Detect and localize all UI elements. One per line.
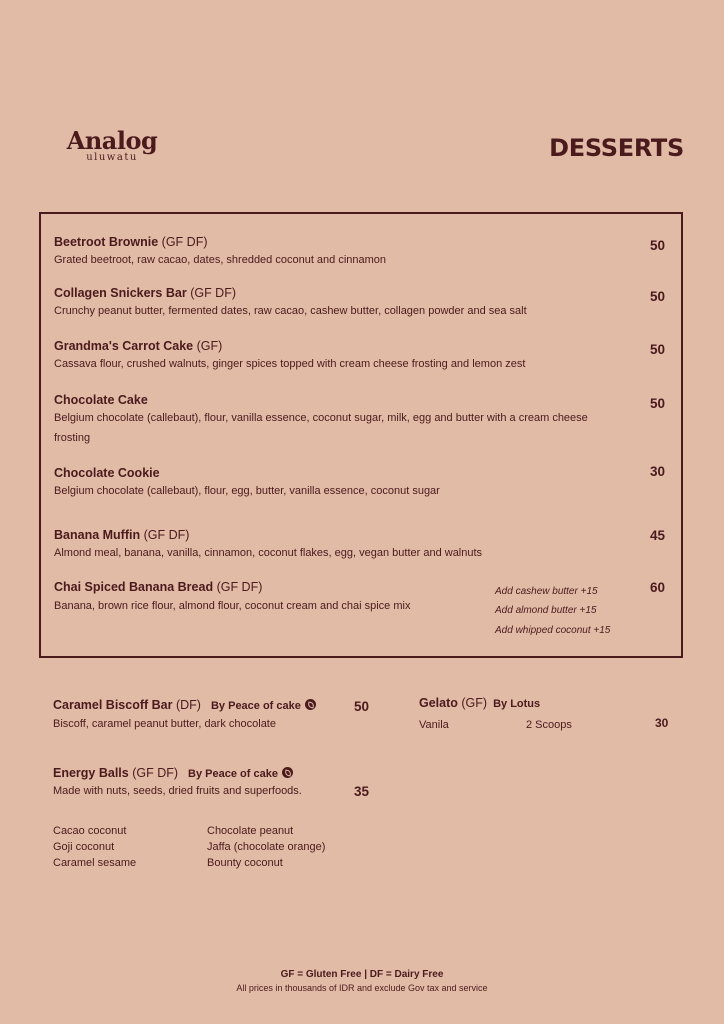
addon-option: Add whipped coconut +15	[495, 625, 611, 636]
item-tags: (GF)	[196, 339, 223, 353]
footer-legend: GF = Gluten Free | DF = Dairy Free	[280, 969, 444, 980]
item-byline: By Peace of cake	[210, 700, 301, 712]
item-title: Caramel Biscoff Bar	[53, 698, 173, 712]
item-description: Banana, brown rice flour, almond flour, coconut cream and chai spice mix	[54, 600, 411, 612]
item-price: 50	[650, 238, 666, 253]
item-title: Grandma's Carrot Cake	[54, 339, 194, 353]
item-price: 50	[650, 342, 666, 357]
energy-balls-name	[53, 765, 293, 782]
item-price: 35	[354, 784, 370, 799]
gelato-name	[419, 695, 540, 712]
item-description: Biscoff, caramel peanut butter, dark chocolate	[53, 718, 276, 730]
item-tags: (GF DF)	[161, 235, 208, 249]
item-description: Belgium chocolate (callebaut), flour, vanilla essence, coconut sugar, milk, egg and butter with a cream cheese frosting	[54, 412, 588, 444]
item-name	[54, 392, 148, 408]
energy-flavor: Cacao coconut	[53, 825, 127, 837]
item-name	[54, 285, 236, 301]
item-title: Chocolate Cookie	[54, 466, 160, 480]
item-description: Cassava flour, crushed walnuts, ginger spices topped with cream cheese frosting and lemon zest	[54, 358, 526, 370]
brand-location: uluwatu	[86, 152, 138, 163]
item-tags: (GF DF)	[190, 286, 237, 300]
gelato-size: 2 Scoops	[526, 719, 572, 731]
item-tags: (GF DF)	[132, 766, 179, 780]
page-title: DESSERTS	[549, 134, 684, 162]
energy-flavor: Bounty coconut	[207, 857, 283, 869]
item-tags: (GF)	[461, 696, 488, 710]
item-price: 45	[650, 528, 666, 543]
addon-option: Add cashew butter +15	[495, 586, 598, 597]
leaf-icon	[305, 699, 316, 710]
item-description: Almond meal, banana, vanilla, cinnamon, coconut flakes, egg, vegan butter and walnuts	[54, 547, 483, 559]
item-description: Made with nuts, seeds, dried fruits and superfoods.	[53, 785, 302, 797]
item-title: Chai Spiced Banana Bread	[54, 580, 214, 594]
item-name	[54, 465, 160, 481]
item-price: 50	[354, 699, 370, 714]
item-price: 50	[650, 396, 666, 411]
leaf-icon	[282, 767, 293, 778]
energy-flavor: Jaffa (chocolate orange)	[207, 841, 326, 853]
brand-name: Analog	[66, 126, 158, 155]
energy-flavor: Chocolate peanut	[207, 825, 294, 837]
brand-logo	[57, 128, 167, 163]
item-title: Collagen Snickers Bar	[54, 286, 187, 300]
footer-note: All prices in thousands of IDR and exclude Gov tax and service	[236, 983, 488, 993]
item-name	[54, 338, 222, 354]
item-title: Energy Balls	[53, 766, 129, 780]
item-name	[54, 234, 208, 250]
addon-option: Add almond butter +15	[495, 605, 597, 616]
item-title: Chocolate Cake	[54, 393, 148, 407]
item-byline: By Peace of cake	[188, 768, 278, 780]
item-price: 30	[655, 716, 669, 730]
item-tags: (DF)	[175, 698, 201, 712]
item-tags: (GF DF)	[216, 580, 263, 594]
item-byline: By Lotus	[493, 698, 541, 710]
item-description: Grated beetroot, raw cacao, dates, shredded coconut and cinnamon	[54, 254, 387, 266]
item-price: 50	[650, 289, 666, 304]
item-title: Beetroot Brownie	[54, 235, 159, 249]
energy-flavor: Goji coconut	[53, 841, 115, 853]
item-title: Gelato	[419, 696, 458, 710]
item-description: Crunchy peanut butter, fermented dates, raw cacao, cashew butter, collagen powder and sea salt	[54, 305, 527, 317]
caramel-biscoff-name	[53, 697, 316, 714]
item-price: 60	[650, 580, 666, 595]
energy-flavor: Caramel sesame	[53, 857, 137, 869]
item-description: Belgium chocolate (callebaut), flour, egg, butter, vanilla essence, coconut sugar	[54, 485, 440, 497]
item-name	[54, 579, 262, 595]
item-name	[54, 527, 189, 543]
item-tags: (GF DF)	[143, 528, 190, 542]
item-title: Banana Muffin	[54, 528, 141, 542]
item-price: 30	[650, 464, 666, 479]
gelato-flavor: Vanila	[419, 719, 449, 731]
